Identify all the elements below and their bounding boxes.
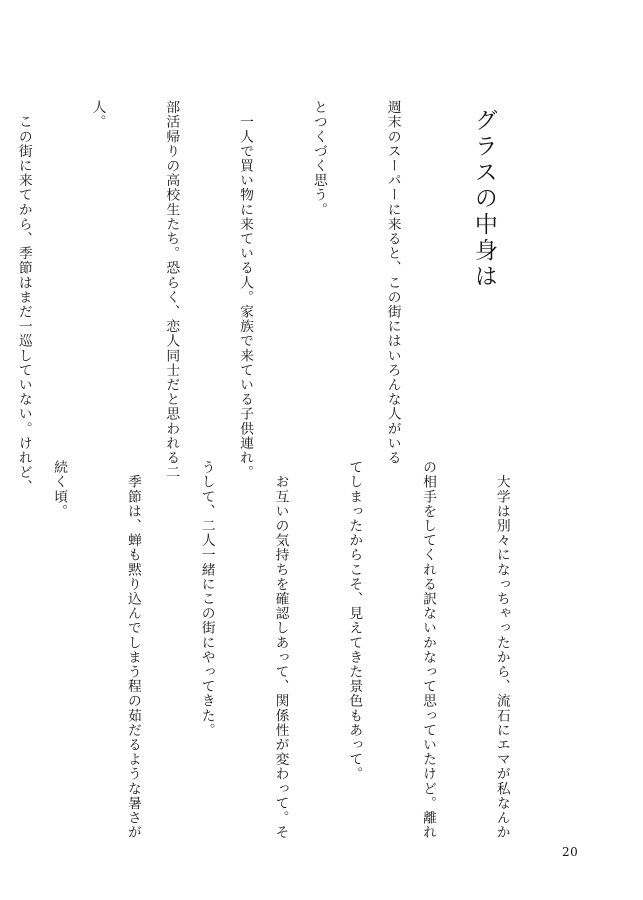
bottom-text-block: [0, 460, 563, 840]
text-line: 続く頃。: [51, 460, 68, 519]
text-line: 大学は別々になっちゃったから、流石にエマが私なんか: [493, 460, 510, 840]
chapter-title: グラスの中身は: [470, 108, 497, 290]
text-line: 週末のスーパーに来ると、この街にはいろんな人がいる: [384, 100, 401, 465]
text-line: うして、二人一緒にこの街にやってきた。: [198, 460, 215, 738]
page-number: 20: [562, 845, 579, 859]
text-line: この街に来てから、季節はまだ一巡していない。けれど、: [15, 100, 32, 495]
text-line: てしまったからこそ、見えてきた景色もあって。: [346, 460, 363, 782]
text-line: 一人で買い物に来ている人。家族で来ている子供連れ。: [237, 100, 254, 480]
text-line: の相手をしてくれる訳ないかなって思っていたけど。離れ: [420, 460, 437, 840]
text-line: お互いの気持ちを確認しあって、関係性が変わって。そ: [272, 460, 289, 840]
text-line: 季節は、蝉も黙り込んでしまう程の茹だるような暑さが: [124, 460, 141, 840]
text-line: とつくづく思う。: [310, 100, 327, 217]
text-line: 部活帰りの高校生たち。恐らく、恋人同士だと思われる二: [163, 100, 180, 480]
text-line: 人。: [89, 100, 106, 130]
